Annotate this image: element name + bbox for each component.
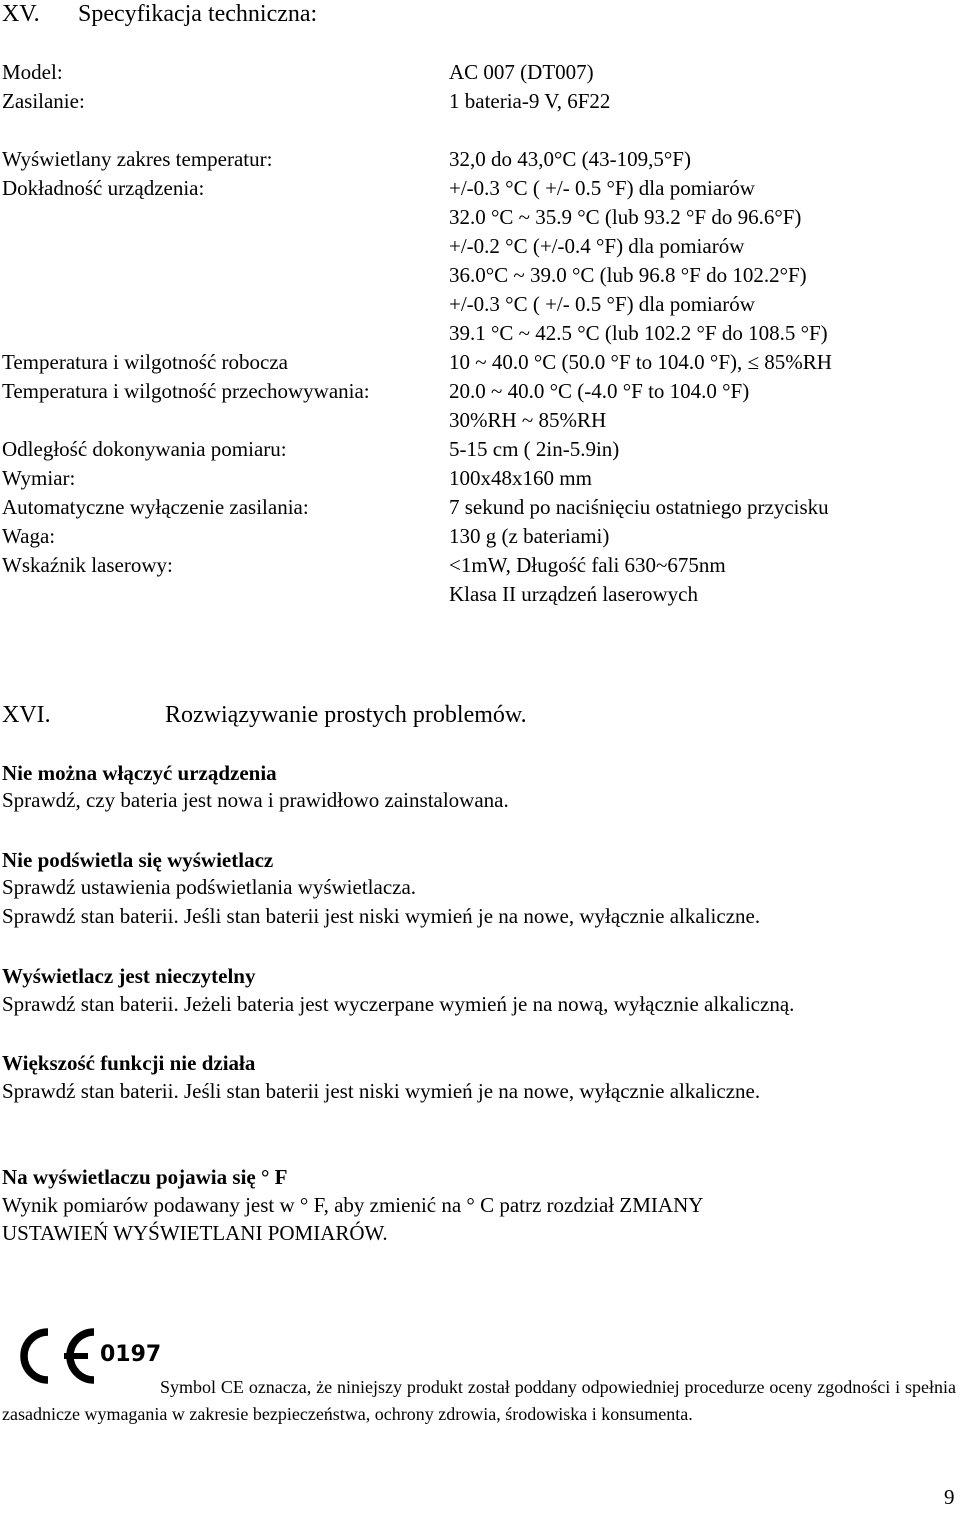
spec-value: <1mW, Długość fali 630~675nm [449, 553, 726, 577]
spec-label: Wskaźnik laserowy: [2, 553, 173, 577]
problem-line: Sprawdź stan baterii. Jeżeli bateria jest wyczerpane wymień je na nową, wyłącznie alkaliczną. [2, 992, 795, 1016]
problem-title: Nie można włączyć urządzenia [2, 761, 277, 785]
spec-value: 100x48x160 mm [449, 466, 592, 490]
problem-line: Sprawdź stan baterii. Jeśli stan baterii jest niski wymień je na nowe, wyłącznie alkaliczne. [2, 904, 761, 928]
spec-label: Automatyczne wyłączenie zasilania: [2, 495, 309, 519]
spec-value: Klasa II urządzeń laserowych [449, 582, 698, 606]
ce-paragraph: Symbol CE oznacza, że niniejszy produkt został poddany odpowiedniej procedurze oceny zgodności i spełnia zasadnicze wymagania w zakresie bezpieczeństwa, ochrony zdrowia, środowiska i konsumenta. [2, 1377, 956, 1424]
problem-line: USTAWIEŃ WYŚWIETLANI POMIARÓW. [2, 1221, 388, 1245]
problem-title: Wyświetlacz jest nieczytelny [2, 964, 256, 988]
spec-value: +/-0.3 °C ( +/- 0.5 °F) dla pomiarów [449, 176, 755, 200]
spec-value: 20.0 ~ 40.0 °C (-4.0 °F to 104.0 °F) [449, 379, 750, 403]
problem-line: Sprawdź ustawienia podświetlania wyświetlacza. [2, 875, 417, 899]
spec-label: Dokładność urządzenia: [2, 176, 205, 200]
spec-label: Model: [2, 60, 63, 84]
spec-value: 130 g (z bateriami) [449, 524, 610, 548]
spec-value: 5-15 cm ( 2in-5.9in) [449, 437, 620, 461]
problem-line: Sprawdź, czy bateria jest nowa i prawidłowo zainstalowana. [2, 788, 509, 812]
ce-notified-body-number: 0197 [100, 1342, 162, 1367]
spec-value: 32.0 °C ~ 35.9 °C (lub 93.2 °F do 96.6°F) [449, 205, 802, 229]
spec-value: 10 ~ 40.0 °C (50.0 °F to 104.0 °F), ≤ 85%RH [449, 350, 832, 374]
spec-value: +/-0.2 °C (+/-0.4 °F) dla pomiarów [449, 234, 745, 258]
spec-label: Temperatura i wilgotność robocza [2, 350, 289, 374]
spec-value: 30%RH ~ 85%RH [449, 408, 607, 432]
problem-line: Sprawdź stan baterii. Jeśli stan baterii jest niski wymień je na nowe, wyłącznie alkaliczne. [2, 1079, 761, 1103]
problem-title: Na wyświetlaczu pojawia się ° F [2, 1165, 288, 1189]
spec-label: Wymiar: [2, 466, 76, 490]
spec-value: 1 bateria-9 V, 6F22 [449, 89, 611, 113]
spec-label: Temperatura i wilgotność przechowywania: [2, 379, 370, 403]
section-15-title: Specyfikacja techniczna: [78, 1, 318, 27]
problem-line: Wynik pomiarów podawany jest w ° F, aby zmienić na ° C patrz rozdział ZMIANY [2, 1193, 704, 1217]
section-16-number: XVI. [2, 702, 51, 728]
section-15-number: XV. [2, 1, 40, 27]
spec-value: 39.1 °C ~ 42.5 °C (lub 102.2 °F do 108.5 °F) [449, 321, 828, 345]
spec-value: +/-0.3 °C ( +/- 0.5 °F) dla pomiarów [449, 292, 755, 316]
page-number: 9 [944, 1485, 955, 1509]
problem-title: Większość funkcji nie działa [2, 1051, 256, 1075]
section-16-title: Rozwiązywanie prostych problemów. [165, 702, 527, 728]
spec-label: Odległość dokonywania pomiaru: [2, 437, 287, 461]
spec-value: AC 007 (DT007) [449, 60, 594, 84]
spec-value: 36.0°C ~ 39.0 °C (lub 96.8 °F do 102.2°F) [449, 263, 807, 287]
spec-label: Wyświetlany zakres temperatur: [2, 147, 273, 171]
spec-label: Waga: [2, 524, 56, 548]
spec-value: 7 sekund po naciśnięciu ostatniego przycisku [449, 495, 829, 519]
spec-value: 32,0 do 43,0°C (43-109,5°F) [449, 147, 691, 171]
spec-label: Zasilanie: [2, 89, 85, 113]
problem-title: Nie podświetla się wyświetlacz [2, 848, 274, 872]
